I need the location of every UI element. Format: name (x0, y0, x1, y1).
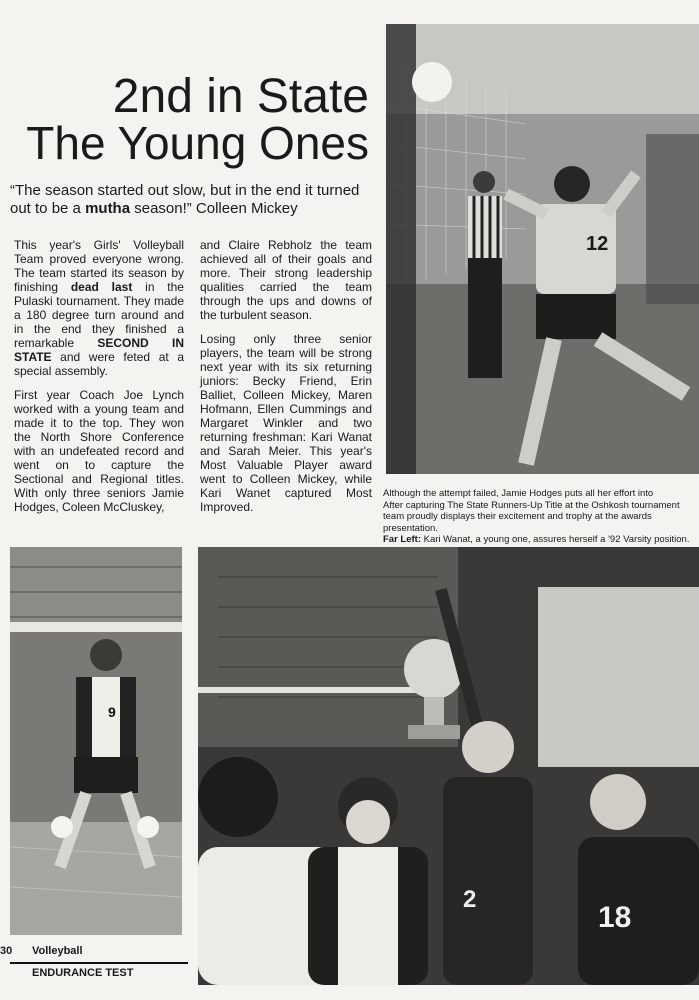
emphasis-second-in-state: SECOND IN STATE (14, 336, 184, 364)
photo-ready-stance (10, 547, 182, 935)
text-run: This year's Girls' Volleyball Team proved everyone wrong. The team started its season by finishing (14, 238, 184, 294)
emphasis-dead-last: dead last (70, 280, 133, 294)
photo-spike-illustration (386, 24, 699, 474)
photo-trophy-celebration (198, 547, 699, 985)
photo-spike-at-net (386, 24, 699, 474)
photo-caption (383, 488, 699, 546)
section-name: Volleyball (32, 945, 83, 957)
article-paragraph (14, 238, 184, 378)
yearbook-theme: ENDURANCE TEST (32, 967, 134, 979)
jersey-number-9: 9 (108, 704, 116, 720)
jersey-number-2: 2 (463, 886, 477, 913)
jersey-number-18: 18 (598, 901, 632, 934)
article-paragraph: Losing only three senior players, the team will be strong next year with its six returning juniors: Becky Friend, Erin Balliet, Colleen Mickey, Maren Hofmann, Ellen Cummings and Margaret Winkler and two returning freshman: Kari Wanat and Sarah Meier. This year's Most Valuable Player award went to Colleen Mickey, while Kari Wanet captured Most Improved. (200, 332, 372, 514)
text-run: in the Pulaski tournament. They made a 180 degree turn around and in the end they finished a remarkable (14, 280, 184, 350)
caption-line: team proudly displays their excitement and trophy at the awards presentation. (383, 511, 652, 534)
photo-celebration-illustration (198, 547, 699, 985)
quote-attribution: season!” Colleen Mickey (130, 200, 298, 217)
page-number: 30 (0, 945, 13, 957)
pull-quote (10, 182, 375, 218)
quote-text: “The season started out slow, but in the end it turned out to be a (10, 182, 360, 217)
article-paragraph: and Claire Rebholz the team achieved all of their goals and more. Their strong leadership qualities carried the team through the ups and downs of the turbulent season. (200, 238, 372, 322)
page-title-line-2: The Young Ones (26, 117, 369, 169)
caption-line: Kari Wanat, a young one, assures herself a '92 Varsity position. (421, 534, 690, 545)
quote-emphasis: mutha (85, 200, 131, 217)
footer-rule (10, 962, 188, 964)
article-column-1 (14, 238, 184, 524)
text-run: and were feted at a special assembly. (14, 350, 184, 378)
jersey-number-12: 12 (586, 233, 609, 255)
referee-figure (468, 171, 502, 378)
article-column-2 (200, 238, 372, 524)
page-title-line-1: 2nd in State (112, 70, 369, 123)
article-paragraph: First year Coach Joe Lynch worked with a young team and made it to the top. They won the North Shore Conference with an undefeated record and went on to capture the Sectional and Regional titles. With only three seniors Jamie Hodges, Coleen McCluskey, (14, 388, 184, 514)
caption-label-far-left: Far Left: (383, 534, 421, 545)
caption-line: After capturing The State Runners-Up Title at the Oshkosh tournament (383, 499, 680, 511)
caption-line: Although the attempt failed, Jamie Hodges puts all her effort into (383, 488, 654, 499)
photo-ready-stance-illustration (10, 547, 182, 935)
